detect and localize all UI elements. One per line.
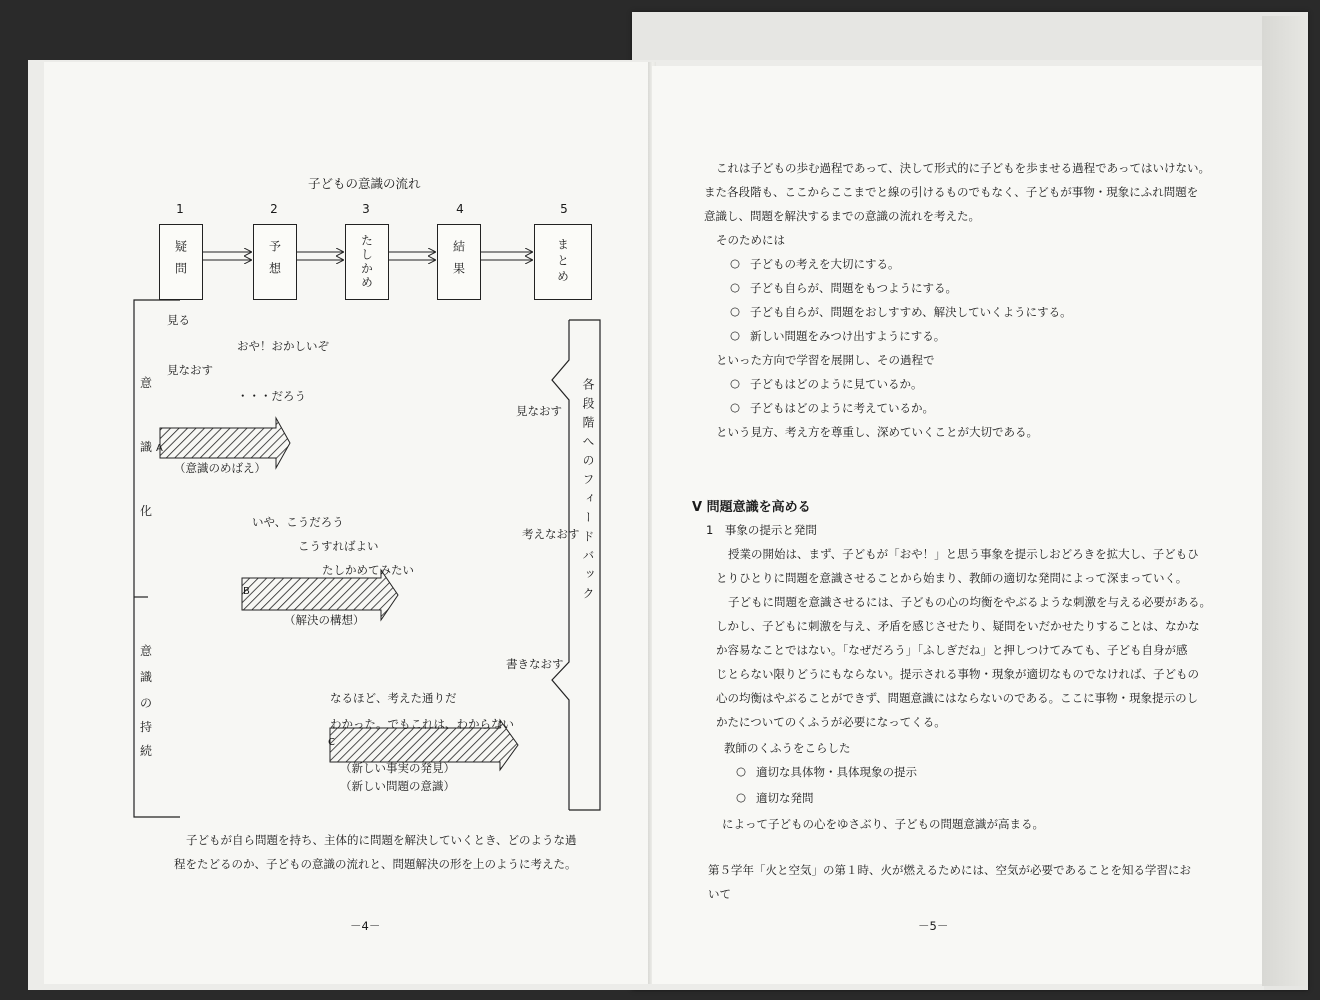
stage-label: 結果 bbox=[451, 240, 466, 284]
feedback-item: 考えなおす bbox=[522, 527, 580, 541]
bullet-marker: ○ bbox=[730, 280, 741, 294]
stage-number: 1 bbox=[176, 202, 184, 216]
side-label-char: 意 bbox=[140, 376, 153, 390]
text-line: これは子どもの歩む過程であって、決して形式的に子どもを歩ませる過程であってはいけない。 bbox=[716, 161, 1211, 175]
page-number: －5－ bbox=[918, 919, 949, 933]
bullet-item: 子ども自らが、問題をおしすすめ、解決していくようにする。 bbox=[750, 305, 1072, 319]
page-number: －4－ bbox=[350, 919, 381, 933]
bullet-item: 子どもはどのように見ているか。 bbox=[750, 377, 923, 391]
stage-label: まとめ bbox=[555, 238, 570, 286]
flow-text: こうすればよい bbox=[298, 539, 379, 553]
flow-text: （新しい事実の発見） bbox=[340, 761, 455, 775]
flow-text: 見る bbox=[167, 313, 190, 327]
bullet-item: 子どもはどのように考えているか。 bbox=[750, 401, 934, 415]
text-line: また各段階も、ここからここまでと線の引けるものでもなく、子どもが事物・現象にふれ問題を bbox=[704, 185, 1199, 199]
diagram-title: 子どもの意識の流れ bbox=[308, 176, 421, 191]
feedback-label: 各段階へのフィードバック bbox=[581, 378, 595, 606]
side-label-char: 化 bbox=[140, 504, 153, 518]
side-label-char: の bbox=[140, 696, 153, 710]
flow-text: たしかめてみたい bbox=[322, 563, 414, 577]
body-line: 授業の開始は、まず、子どもが「おや！」と思う事象を提示しおどろきを拡大し、子どもひ bbox=[728, 547, 1199, 561]
text-line: 教師のくふうをこらした bbox=[724, 741, 851, 755]
bullet-marker: ○ bbox=[730, 256, 741, 270]
bullet-marker: ○ bbox=[730, 400, 741, 414]
bullet-item: 適切な具体物・具体現象の提示 bbox=[756, 765, 917, 779]
text-line: といった方向で学習を展開し、その過程で bbox=[716, 353, 935, 367]
flow-diagram-lines bbox=[44, 62, 652, 862]
bullet-marker: ○ bbox=[736, 790, 747, 804]
bullet-marker: ○ bbox=[730, 328, 741, 342]
stage-number: 2 bbox=[270, 202, 278, 216]
stage-label: 予想 bbox=[267, 240, 282, 284]
arrow-label: B bbox=[243, 586, 250, 597]
arrow-label: A bbox=[156, 443, 163, 454]
left-page bbox=[44, 62, 652, 984]
bullet-item: 新しい問題をみつけ出すようにする。 bbox=[750, 329, 946, 343]
bullet-item: 子ども自らが、問題をもつようにする。 bbox=[750, 281, 957, 295]
side-label-char: 識 bbox=[140, 440, 153, 454]
text-line: 第５学年「火と空気」の第１時、火が燃えるためには、空気が必要であることを知る学習にお bbox=[708, 863, 1191, 877]
text-line: そのためには bbox=[716, 233, 785, 247]
side-label-char: 識 bbox=[140, 670, 153, 684]
text-line: いて bbox=[708, 887, 731, 901]
body-line: じとらない限りどうにもならない。提示される事物・現象が適切なものでなければ、子どもの bbox=[716, 667, 1199, 681]
flow-text: （新しい問題の意識） bbox=[340, 779, 455, 793]
stage-number: 3 bbox=[362, 202, 370, 216]
body-line: か容易なことではない。「なぜだろう」「ふしぎだね」と押しつけてみても、子ども自身が感 bbox=[716, 643, 1188, 657]
flow-text: なるほど、考えた通りだ bbox=[330, 691, 457, 705]
flow-text: いや、こうだろう bbox=[252, 515, 344, 529]
body-line: 心の均衡はやぶることができず、問題意識にはならないのである。ここに事物・現象提示のし bbox=[716, 691, 1199, 705]
flow-text: 見なおす bbox=[167, 363, 213, 377]
flow-text: ・・・だろう bbox=[237, 389, 306, 403]
side-label-char: 持 bbox=[140, 720, 153, 734]
back-sheet-rim bbox=[1262, 16, 1306, 986]
bullet-marker: ○ bbox=[730, 304, 741, 318]
body-line: 子どもに問題を意識させるには、子どもの心の均衡をやぶるような刺激を与える必要がある。 bbox=[728, 595, 1211, 609]
body-line: とりひとりに問題を意識させることから始まり、教師の適切な発問によって深まっていく。 bbox=[716, 571, 1188, 585]
stage-number: 4 bbox=[456, 202, 464, 216]
bullet-item: 適切な発問 bbox=[756, 791, 814, 805]
right-page bbox=[652, 66, 1262, 984]
bullet-marker: ○ bbox=[730, 376, 741, 390]
flow-text: （解決の構想） bbox=[284, 613, 365, 627]
feedback-item: 書きなおす bbox=[506, 657, 564, 671]
feedback-item: 見なおす bbox=[516, 404, 562, 418]
text-line: という見方、考え方を尊重し、深めていくことが大切である。 bbox=[716, 425, 1038, 439]
stage-label: 疑問 bbox=[173, 240, 188, 284]
flow-text: わかった。でもこれは、わからない bbox=[330, 717, 514, 731]
body-line: かたについてのくふうが必要になってくる。 bbox=[716, 715, 946, 729]
flow-text: （意識のめばえ） bbox=[174, 461, 266, 475]
stage-number: 5 bbox=[560, 202, 568, 216]
stage-label: たしかめ bbox=[359, 234, 374, 290]
bullet-marker: ○ bbox=[736, 764, 747, 778]
body-paragraph: 子どもが自ら問題を持ち、主体的に問題を解決していくとき、どのような過程をたどるのか、子どもの意識の流れと、問題解決の形を上のように考えた。 bbox=[174, 833, 577, 871]
bullet-item: 子どもの考えを大切にする。 bbox=[750, 257, 900, 271]
side-label-char: 意 bbox=[140, 644, 153, 658]
flow-text: おや！おかしいぞ bbox=[237, 339, 329, 353]
text-line: 意識し、問題を解決するまでの意識の流れを考えた。 bbox=[704, 209, 980, 223]
text-line: によって子どもの心をゆさぶり、子どもの問題意識が高まる。 bbox=[722, 817, 1044, 831]
arrow-label: C bbox=[328, 737, 335, 748]
side-label-char: 続 bbox=[140, 744, 153, 758]
body-line: しかし、子どもに刺激を与え、矛盾を感じさせたり、疑問をいだかせたりすることは、なかな bbox=[716, 619, 1200, 633]
section-heading: Ⅴ 問題意識を高める bbox=[692, 500, 811, 515]
subheading: 1 事象の提示と発問 bbox=[706, 523, 817, 537]
